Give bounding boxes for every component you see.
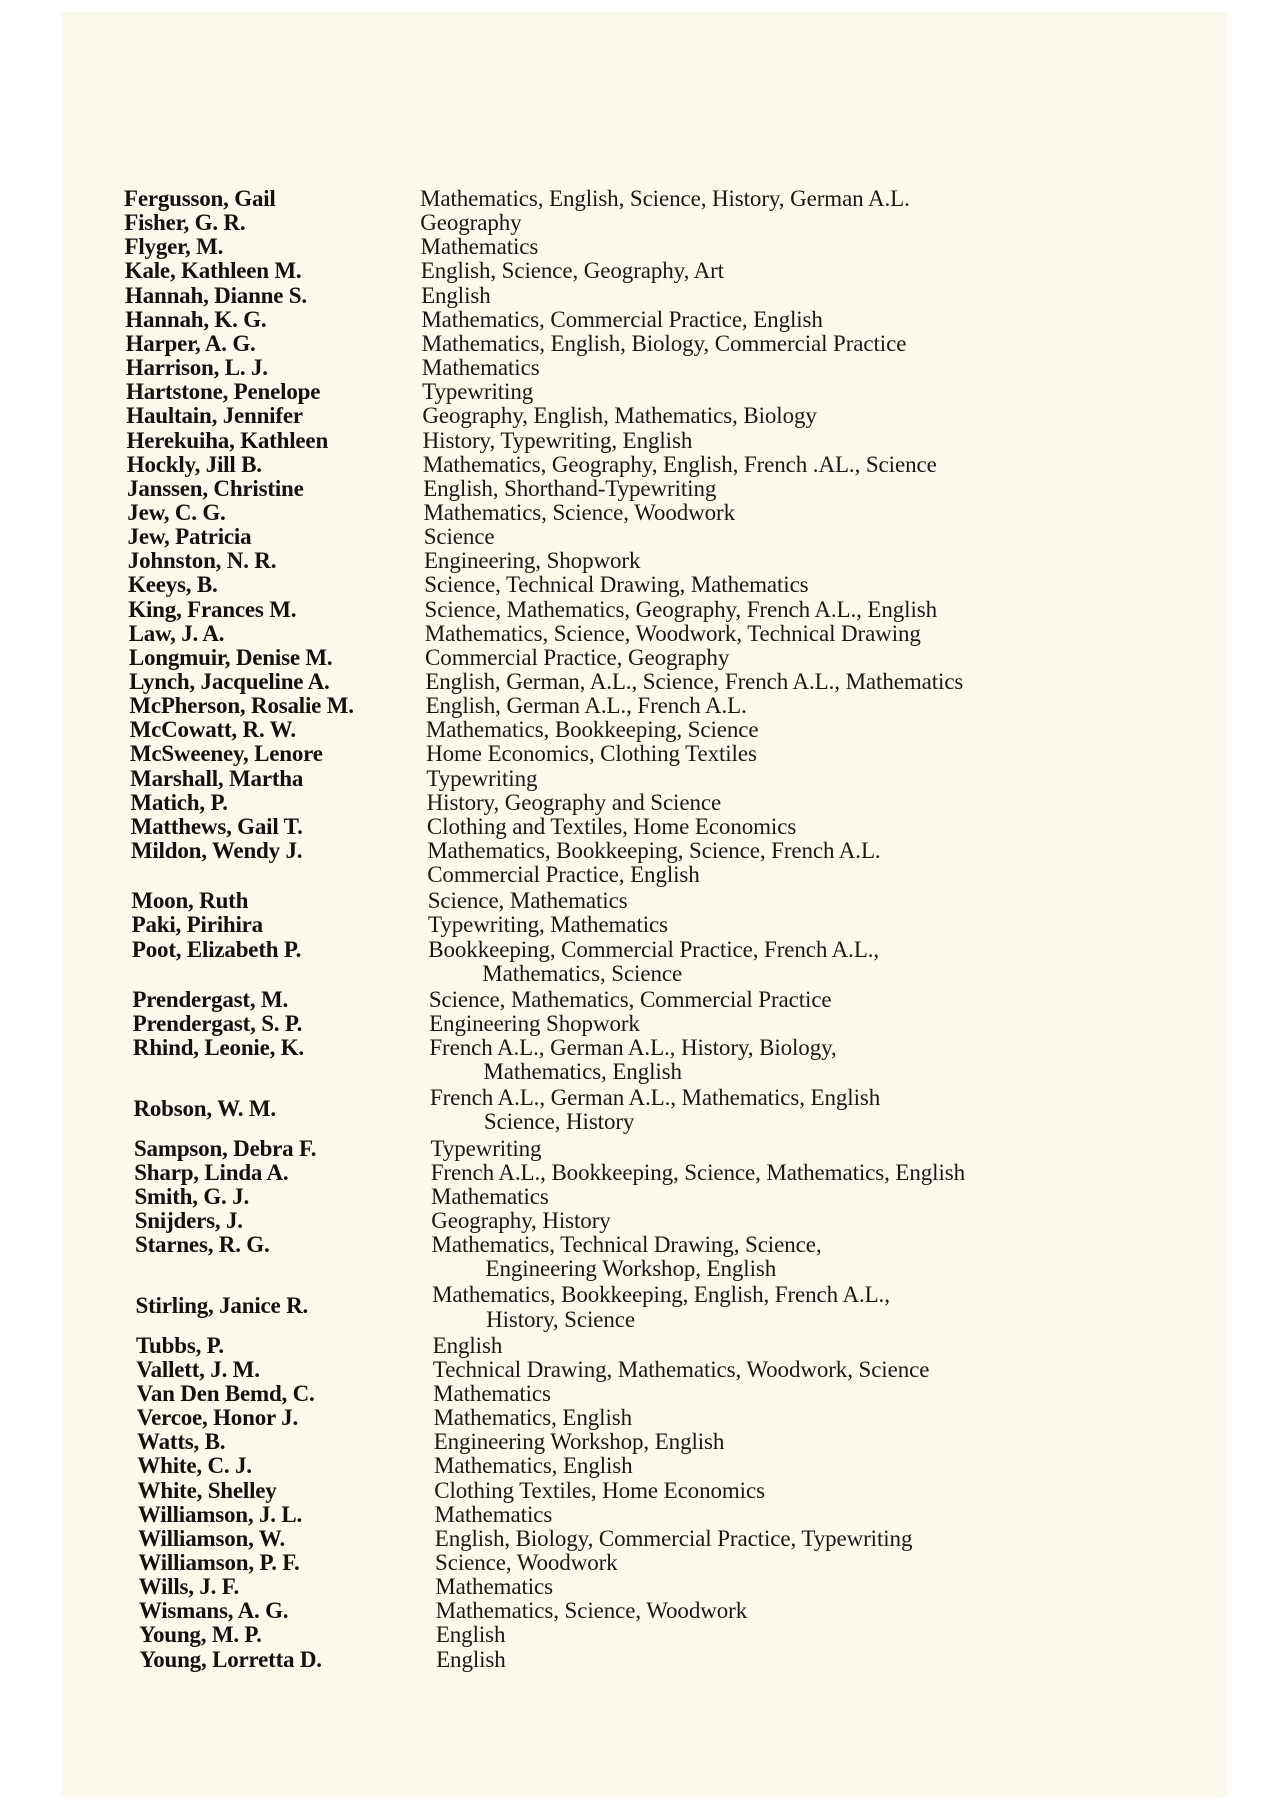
list-item [0,379,1272,405]
staff-name: Harper, A. G. [125,330,256,356]
subject-list: History, Geography and Science [426,789,722,815]
subject-list: Mathematics, English, Science, History, German A.L. [420,186,910,211]
subject-list: Mathematics, English [433,1405,633,1431]
list-item [0,790,1272,816]
staff-name: Kale, Kathleen M. [124,258,302,284]
staff-name: McCowatt, R. W. [129,717,296,743]
subject-list: Typewriting [430,1135,542,1161]
staff-name: Flyger, M. [124,234,224,260]
staff-name: White, C. J. [137,1453,252,1479]
list-item [0,936,1272,986]
subject-list: English, German, A.L., Science, French A.L., Mathematics [425,669,964,694]
staff-name: Starnes, R. G. [134,1232,270,1258]
subject-list: English, Biology, Commercial Practice, Typewriting [434,1525,913,1551]
list-item [0,476,1272,502]
staff-name: Wills, J. F. [138,1574,240,1600]
subject-list: English, Science, Geography, Art [420,258,724,284]
subject-list: Mathematics [431,1183,549,1209]
staff-name: Law, J. A. [128,620,225,646]
staff-name: Poot, Elizabeth P. [131,936,302,962]
list-item [0,355,1272,381]
subject-list: Mathematics, English [433,1453,633,1479]
list-item [0,987,1272,1013]
subject-list-continuation: Commercial Practice, English [427,862,700,888]
staff-name: Rhind, Leonie, K. [132,1035,304,1061]
subject-list: Technical Drawing, Mathematics, Woodwork, Science [432,1356,930,1382]
staff-name: McSweeney, Lenore [129,741,323,767]
staff-name: Jew, C. G. [127,499,226,525]
list-item [0,645,1272,671]
list-item [0,1574,1272,1600]
staff-name: Williamson, P. F. [138,1549,300,1575]
subject-list: Mathematics [434,1501,553,1527]
list-item [0,258,1272,284]
staff-name: Moon, Ruth [131,888,249,914]
list-item [0,1478,1272,1504]
list-item [0,186,1272,212]
subject-list: History, Typewriting, English [422,427,693,453]
list-item [0,307,1272,333]
subject-list: Mathematics [435,1574,553,1600]
list-item [0,741,1272,767]
staff-name: White, Shelley [137,1477,277,1503]
subject-list: Geography, History [431,1208,611,1234]
staff-name: Tubbs, P. [136,1332,224,1358]
subject-list: Mathematics, Bookkeeping, Science, French A.L. [427,838,881,864]
subject-list: Typewriting [422,379,534,405]
staff-name: Hockly, Jill B. [126,451,262,477]
subject-list: Typewriting, Mathematics [428,912,668,938]
staff-name: Young, Lorretta D. [139,1646,322,1672]
subject-list: Mathematics [420,234,539,260]
staff-name: Longmuir, Denise M. [128,644,333,670]
list-item [0,717,1272,743]
subject-list: English, Shorthand-Typewriting [423,475,717,501]
subject-list-continuation: Engineering Workshop, English [485,1256,777,1282]
subject-list: Mathematics, Commercial Practice, English [421,306,823,332]
staff-name: Smith, G. J. [134,1183,250,1209]
list-item [0,1598,1272,1624]
staff-name: Mildon, Wendy J. [130,838,303,864]
list-item [0,548,1272,574]
subject-list: Mathematics [421,355,540,381]
subject-list: English [421,282,491,308]
subject-list: Science, Woodwork [435,1549,618,1575]
list-item [0,1035,1272,1085]
staff-name: Johnston, N. R. [127,548,277,574]
subject-list: Clothing and Textiles, Home Economics [426,813,797,839]
subject-list-continuation: History, Science [486,1306,636,1332]
list-item [0,912,1272,938]
list-item [0,210,1272,236]
list-item [0,1453,1272,1479]
staff-name: Sampson, Debra F. [133,1135,317,1161]
subject-list: English [435,1622,506,1648]
subject-list: Commercial Practice, Geography [425,644,730,670]
staff-name: Young, M. P. [139,1622,262,1648]
list-item [0,1184,1272,1210]
staff-name: Sharp, Linda A. [134,1159,289,1185]
subject-list: Science, Mathematics, Commercial Practice [428,986,832,1012]
list-item [0,1208,1272,1234]
list-item [0,452,1272,478]
subject-list: Engineering, Shopwork [423,548,641,574]
staff-name: Marshall, Martha [130,765,304,791]
staff-name: Snijders, J. [134,1208,243,1234]
list-item [0,331,1272,357]
staff-name: Hannah, Dianne S. [125,282,307,308]
list-item [0,1136,1272,1162]
list-item [0,1622,1272,1648]
list-item [0,1381,1272,1407]
staff-name: Fisher, G. R. [124,210,246,236]
list-item [0,1333,1272,1359]
subject-list-continuation: Mathematics, Science [482,960,683,986]
subject-list: Geography [420,210,522,236]
staff-name: Van Den Bemd, C. [136,1380,315,1406]
subject-list: Mathematics, Bookkeeping, English, French A.L., [432,1282,890,1308]
subject-list: Science, Mathematics [427,888,628,914]
subject-list: French A.L., German A.L., History, Biology, [429,1035,837,1061]
subject-list-continuation: Science, History [483,1109,635,1135]
staff-name: Prendergast, S. P. [132,1010,303,1036]
subject-list: Science, Mathematics, Geography, French A.L., English [424,596,938,622]
subject-list: English [432,1332,503,1358]
staff-name: Keeys, B. [128,572,218,598]
list-item [0,428,1272,454]
staff-name: Stirling, Janice R. [135,1293,309,1319]
list-item [0,1526,1272,1552]
subject-list: Mathematics, Science, Woodwork [423,499,735,525]
staff-name: Hartstone, Penelope [126,379,321,405]
staff-name: Paki, Pirihira [131,912,263,938]
subject-list: Home Economics, Clothing Textiles [426,741,757,767]
subject-list: Engineering Shopwork [429,1010,640,1036]
staff-name: McPherson, Rosalie M. [129,693,354,719]
subject-list: Bookkeeping, Commercial Practice, French A.L., [428,936,880,962]
list-item [0,1160,1272,1186]
subject-list: Mathematics, Science, Woodwork [435,1598,748,1624]
list-item [0,621,1272,647]
staff-name: Hannah, K. G. [125,306,267,332]
staff-name: Prendergast, M. [132,986,289,1012]
subject-list-continuation: Mathematics, English [483,1059,682,1085]
list-item [0,1282,1272,1332]
list-item [0,403,1272,429]
list-item [0,838,1272,888]
subject-list: French A.L., Bookkeeping, Science, Mathematics, English [430,1159,965,1185]
staff-name: Watts, B. [137,1429,226,1455]
list-item [0,1502,1272,1528]
subject-list: Science [423,524,495,550]
list-item [0,693,1272,719]
staff-name: Lynch, Jacqueline A. [129,669,330,694]
staff-name: Matthews, Gail T. [130,813,303,839]
list-item [0,234,1272,260]
staff-name: Robson, W. M. [133,1096,276,1122]
list-item [0,597,1272,623]
staff-name: Haultain, Jennifer [126,403,303,429]
staff-name: Vercoe, Honor J. [136,1405,298,1431]
staff-name: Fergusson, Gail [124,186,276,211]
subject-list: Engineering Workshop, English [433,1429,725,1455]
staff-name: Wismans, A. G. [138,1598,289,1624]
list-item [0,1405,1272,1431]
subject-list: Typewriting [426,765,538,791]
staff-name: Williamson, J. L. [137,1501,303,1527]
subject-list: French A.L., German A.L., Mathematics, English [429,1085,881,1111]
subject-list: English, German A.L., French A.L. [425,693,747,719]
subject-list: Mathematics, Geography, English, French .AL., Science [422,451,937,477]
list-item [0,1011,1272,1037]
list-item [0,1085,1272,1135]
staff-name: Herekuiha, Kathleen [126,427,329,453]
staff-name: Harrison, L. J. [125,355,268,381]
list-item [0,888,1272,914]
list-item [0,814,1272,840]
subject-list: Clothing Textiles, Home Economics [434,1477,765,1503]
staff-name: Matich, P. [130,789,228,815]
subject-list: Geography, English, Mathematics, Biology [422,403,817,429]
subject-list: Mathematics [433,1380,551,1406]
list-item [0,524,1272,550]
subject-list: Science, Technical Drawing, Mathematics [424,572,809,598]
staff-name: Jew, Patricia [127,524,252,550]
list-item [0,1550,1272,1576]
staff-name: Vallett, J. M. [136,1356,260,1382]
subject-list: Mathematics, English, Biology, Commercial Practice [421,330,907,356]
subject-list: Mathematics, Science, Woodwork, Technical Drawing [424,620,921,646]
subject-list: English [436,1646,506,1672]
list-item [0,766,1272,792]
list-item [0,1357,1272,1383]
staff-name: Janssen, Christine [127,475,304,501]
list-item [0,572,1272,598]
list-item [0,283,1272,309]
staff-name: Williamson, W. [138,1525,286,1551]
list-item [0,500,1272,526]
list-item [0,1232,1272,1282]
subject-list: Mathematics, Technical Drawing, Science, [431,1232,822,1258]
list-item [0,1647,1272,1673]
subject-list: Mathematics, Bookkeeping, Science [425,717,759,743]
list-item [0,669,1272,695]
list-item [0,1429,1272,1455]
staff-name: King, Frances M. [128,596,297,622]
